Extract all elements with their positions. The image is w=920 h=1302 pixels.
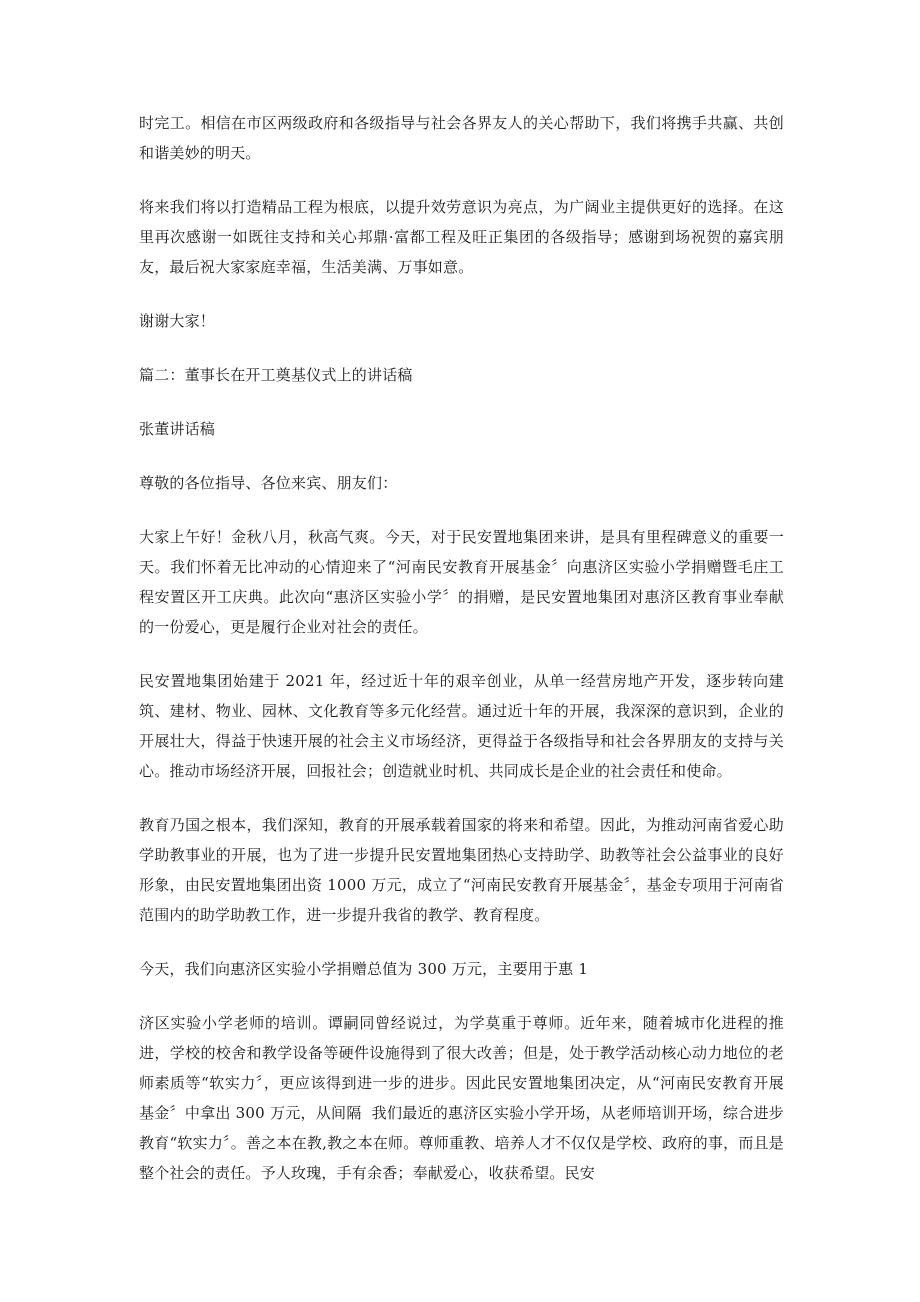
paragraph-future-thanks: 将来我们将以打造精品工程为根底，以提升效劳意识为亮点，为广阔业主提供更好的选择。在这里再次感谢一如既往支持和关心邦鼎·富都工程及旺正集团的各级指导；感谢到场祝贺的嘉宾朋友，最后祝大家家庭幸福，生活美满、万事如意。 bbox=[139, 198, 784, 276]
speech-title: 张董讲话稿 bbox=[139, 420, 216, 438]
paragraph-company-history: 民安置地集团始建于 2021 年，经过近十年的艰辛创业，从单一经营房地产开发，逐步转向建筑、建材、物业、园林、文化教育等多元化经营。通过近十年的开展，我深深的意识到，企业的开展壮大，得益于快速开展的社会主义市场经济，更得益于各级指导和社会各界朋友的支持与关心。推动市场经济开展，回报社会；创造就业时机、共同成长是企业的社会责任和使命。 bbox=[139, 672, 784, 780]
paragraph-closing-remark: 时完工。相信在市区两级政府和各级指导与社会各界友人的关心帮助下，我们将携手共赢、共创和谐美妙的明天。 bbox=[139, 114, 784, 162]
paragraph-teacher-training: 济区实验小学老师的培训。谭嗣同曾经说过，为学莫重于尊师。近年来，随着城市化进程的推进，学校的校舍和教学设备等硬件设施得到了很大改善；但是，处于教学活动核心动力地位的老师素质等“软实力〞，更应该得到进一步的进步。因此民安置地集团决定，从“河南民安教育开展基金〞中拿出 300 万元，从间隔 我们最近的惠济区实验小学开场，从老师培训开场，综合进步教育“软实力〞。善之本在教,教之本在师。尊师重教、培养人才不仅仅是学校、政府的事，而且是整个社会的责任。予人玫瑰，手有余香；奉献爱心，收获希望。民安 bbox=[139, 1014, 784, 1182]
paragraph-thank-you: 谢谢大家！ bbox=[139, 312, 216, 330]
section-heading: 篇二：董事长在开工奠基仪式上的讲话稿 bbox=[139, 366, 413, 384]
paragraph-donation: 今天，我们向惠济区实验小学捐赠总值为 300 万元，主要用于惠 1 bbox=[139, 960, 589, 978]
paragraph-education-fund: 教育乃国之根本，我们深知，教育的开展承载着国家的将来和希望。因此，为推动河南省爱心助学助教事业的开展，也为了进一步提升民安置地集团热心支持助学、助教等社会公益事业的良好形象，由民安置地集团出资 1000 万元，成立了“河南民安教育开展基金〞，基金专项用于河南省范围内的助学助教工作，进一步提升我省的教学、教育程度。 bbox=[139, 816, 784, 924]
document-page bbox=[139, 108, 784, 1188]
paragraph-greeting: 大家上午好！金秋八月，秋高气爽。今天，对于民安置地集团来讲，是具有里程碑意义的重要一天。我们怀着无比冲动的心情迎来了“河南民安教育开展基金〞向惠济区实验小学捐赠暨毛庄工程安置区开工庆典。此次向“惠济区实验小学〞的捐赠，是民安置地集团对惠济区教育事业奉献的一份爱心，更是履行企业对社会的责任。 bbox=[139, 528, 784, 636]
salutation: 尊敬的各位指导、各位来宾、朋友们： bbox=[139, 474, 398, 492]
